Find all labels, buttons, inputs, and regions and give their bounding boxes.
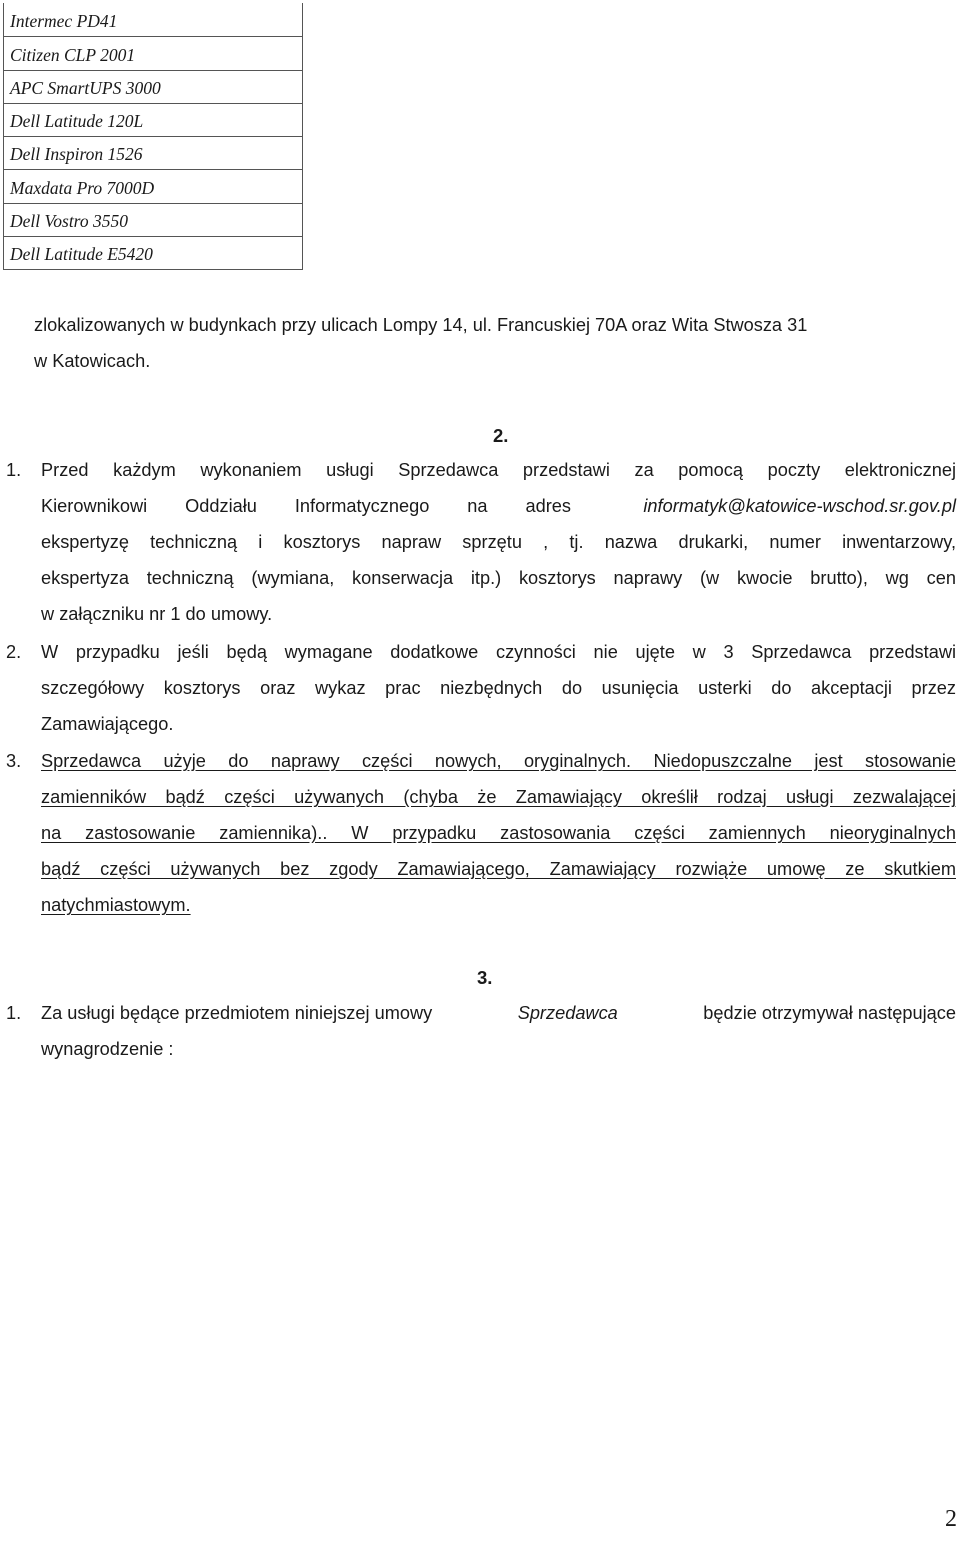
equipment-row bbox=[4, 236, 302, 269]
item-3-line-1: Sprzedawca użyje do naprawy części nowych, oryginalnych. Niedopuszczalne jest stosowanie bbox=[41, 751, 956, 771]
equipment-name: Dell Latitude E5420 bbox=[10, 244, 153, 265]
item-3-line-3: na zastosowanie zamiennika).. W przypadku zastosowania części zamiennych nieoryginalnych bbox=[41, 823, 956, 843]
item-1-line-1: Przed każdym wykonaniem usługi Sprzedawca przedstawi za pomocą poczty elektronicznej bbox=[41, 460, 956, 480]
equipment-row bbox=[4, 70, 302, 103]
equipment-name: Maxdata Pro 7000D bbox=[10, 177, 155, 198]
equipment-row bbox=[4, 103, 302, 136]
section-3-item-1-line-2: wynagrodzenie : bbox=[41, 1039, 174, 1059]
item-2-line-2: szczegółowy kosztorys oraz wykaz prac niezbędnych do usunięcia usterki do akceptacji przez bbox=[41, 678, 956, 698]
equipment-name: Dell Inspiron 1526 bbox=[10, 144, 143, 165]
equipment-row bbox=[4, 36, 302, 69]
item-number: 3. bbox=[6, 751, 22, 771]
section-3-item-1-line-1 bbox=[41, 1001, 956, 1025]
location-line-2: w Katowicach. bbox=[34, 351, 151, 371]
item-3-line-5: natychmiastowym. bbox=[41, 895, 191, 915]
section-2-heading: 2. bbox=[493, 425, 509, 446]
item-number: 2. bbox=[6, 642, 22, 662]
equipment-name: Dell Vostro 3550 bbox=[10, 211, 128, 232]
location-line-1: zlokalizowanych w budynkach przy ulicach Lompy 14, ul. Francuskiej 70A oraz Wita Stwosza 31 bbox=[34, 315, 808, 335]
equipment-name: Citizen CLP 2001 bbox=[10, 44, 136, 65]
item-1-line-5: w załączniku nr 1 do umowy. bbox=[41, 604, 273, 624]
item-1-line-4: ekspertyza techniczną (wymiana, konserwacja itp.) kosztorys naprawy (w kwocie brutto), wg cen bbox=[41, 568, 956, 588]
section-3-heading: 3. bbox=[477, 967, 493, 988]
item-2-line-1: W przypadku jeśli będą wymagane dodatkowe czynności nie ujęte w 3 Sprzedawca przedstawi bbox=[41, 642, 956, 662]
item-number: 1. bbox=[6, 460, 22, 480]
recipient-text: Kierownikowi Oddziału Informatycznego na adres bbox=[41, 496, 571, 516]
payment-text-after: będzie otrzymywał następujące bbox=[703, 1003, 956, 1023]
equipment-row bbox=[4, 169, 302, 202]
equipment-table bbox=[3, 3, 303, 270]
seller-term: Sprzedawca bbox=[517, 1003, 618, 1023]
item-3-line-2: zamienników bądź części używanych (chyba że Zamawiający określił rodzaj usługi zezwalającej bbox=[41, 787, 956, 807]
page-number: 2 bbox=[945, 1506, 957, 1532]
payment-text-before: Za usługi będące przedmiotem niniejszej umowy bbox=[41, 1003, 433, 1023]
item-1-line-3: ekspertyzę techniczną i kosztorys napraw sprzętu , tj. nazwa drukarki, numer inwentarzowy, bbox=[41, 532, 956, 552]
equipment-row bbox=[4, 3, 302, 36]
item-2-line-3: Zamawiającego. bbox=[41, 714, 174, 734]
email-link[interactable]: informatyk@katowice-wschod.sr.gov.pl bbox=[643, 496, 956, 516]
equipment-name: Dell Latitude 120L bbox=[10, 111, 144, 132]
equipment-name: APC SmartUPS 3000 bbox=[10, 77, 161, 98]
equipment-row bbox=[4, 203, 302, 236]
equipment-row bbox=[4, 136, 302, 169]
item-number: 1. bbox=[6, 1003, 22, 1023]
equipment-name: Intermec PD41 bbox=[10, 11, 118, 32]
item-1-line-2 bbox=[41, 494, 956, 518]
item-3-line-4: bądź części używanych bez zgody Zamawiającego, Zamawiający rozwiąże umowę ze skutkiem bbox=[41, 859, 956, 879]
